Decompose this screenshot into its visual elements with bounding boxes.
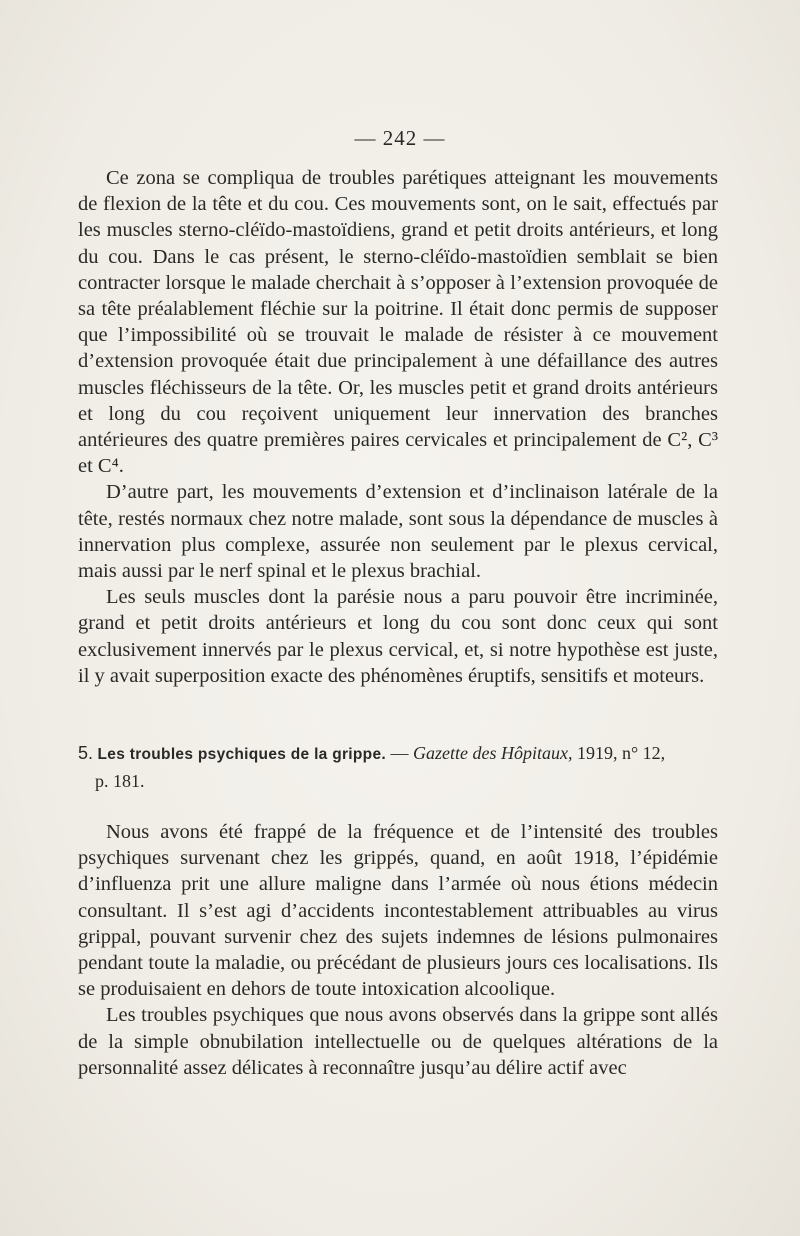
reference-title: Les troubles psychiques de la grippe. (97, 746, 386, 763)
reference-details: 1919, n° 12, (572, 743, 666, 763)
paragraph: D’autre part, les mouvements d’extension et d’inclinaison latérale de la tête, restés normaux chez notre malade, sont sous la dépendance de muscles à innervation plus complexe, assurée non seulement par le plexus cervical, mais aussi par le nerf spinal et le plexus brachial. (78, 481, 718, 583)
paragraph: Les troubles psychiques que nous avons observés dans la grippe sont allés de la simple obnubilation intellectuelle ou de quelques altérations de la personnalité assez délicates à reconnaître jusqu’au délire actif avec (78, 1004, 718, 1079)
section-1-text (78, 165, 718, 689)
page-number: — 242 — (354, 126, 446, 150)
section-2-text (78, 819, 718, 1081)
reference-separator: — (385, 743, 413, 763)
bibliographic-reference (78, 740, 718, 795)
paragraph: Nous avons été frappé de la fréquence et de l’intensité des troubles psychiques survenant chez les grippés, quand, en août 1918, l’épidémie d’influenza prit une allure maligne dans l’armée où nous étions médecin consultant. Il s’est agi d’accidents incontestablement attribuables au virus grippal, pouvant survenir chez des sujets indemnes de lésions pulmonaires pendant toute la maladie, ou précédant de plusieurs jours ces localisations. Ils se produisaient en dehors de toute intoxication alcoolique. (78, 821, 718, 1001)
reference-pages: p. 181. (95, 771, 145, 791)
paragraph: Ce zona se compliqua de troubles parétiques atteignant les mouvements de flexion de la tête et du cou. Ces mouvements sont, on le sait, effectués par les muscles sterno-cléïdo-mastoïdiens, grand et petit droits antérieurs, et long du cou. Dans le cas présent, le sterno-cléïdo-mastoïdien semblait se bien contracter lorsque le malade cherchait à s’opposer à l’extension provoquée de sa tête préalablement fléchie sur la poitrine. Il était donc permis de supposer que l’impossibilité où se trouvait le malade de résister à ce mouvement d’extension provoquée était due principalement à une défaillance des autres muscles fléchisseurs de la tête. Or, les muscles petit et grand droits antérieurs et long du cou reçoivent uniquement leur innervation des branches antérieures des quatre premières paires cervicales et principalement de C², C³ et C⁴. (78, 167, 718, 478)
reference-number: 5. (78, 743, 94, 763)
reference-journal: Gazette des Hôpitaux, (412, 743, 573, 763)
paragraph: Les seuls muscles dont la parésie nous a paru pouvoir être incriminée, grand et petit droits antérieurs et long du cou sont donc ceux qui sont exclusivement innervés par le plexus cervical, et, si notre hypothèse est juste, il y avait superposition exacte des phénomènes éruptifs, sensitifs et moteurs. (78, 586, 718, 687)
